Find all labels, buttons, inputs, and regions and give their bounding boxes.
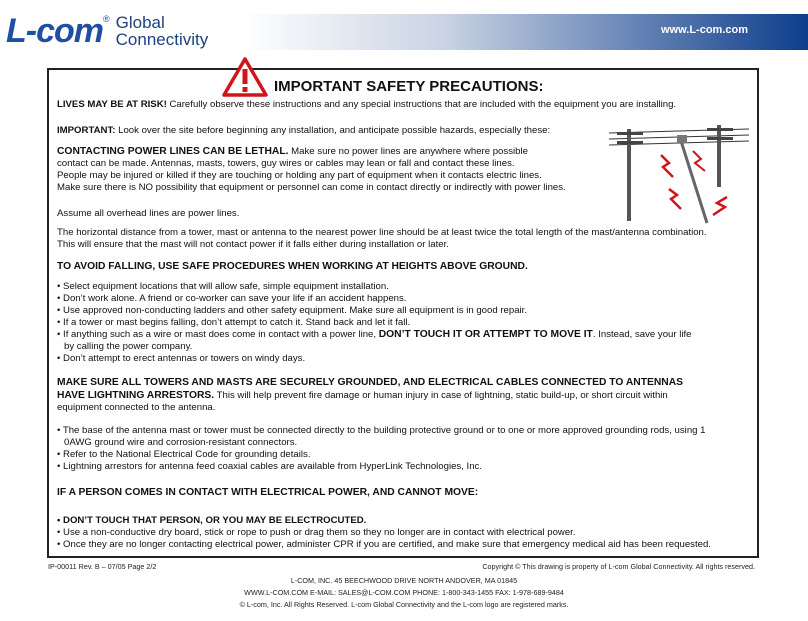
important-bold: IMPORTANT: — [57, 125, 116, 136]
grounded-heading2-text: This will help prevent fire damage or human injury in case of lightning, static build-up, or short circuit within — [214, 390, 668, 401]
company-address: L-COM, INC. 45 BEECHWOOD DRIVE NORTH ANDOVER, MA 01845 — [290, 576, 518, 585]
page-header — [0, 0, 808, 62]
registered-mark: ® — [103, 14, 110, 24]
grounded-heading2-bold: HAVE LIGHTNING ARRESTORS. — [57, 390, 215, 401]
falling-b5-tail: . Instead, save your life — [592, 329, 692, 340]
grounded-bullet-2: • Refer to the National Electrical Code for grounding details. — [57, 449, 311, 460]
document-id: IP-00011 Rev. B – 07/05 Page 2/2 — [48, 562, 157, 571]
power-lines-line4: Make sure there is NO possibility that equipment or personnel can come in contact directly or indirectly with power lines. — [57, 182, 566, 193]
assume-line: Assume all overhead lines are power lines. — [57, 208, 240, 219]
contact-bullet-1: • DON’T TOUCH THAT PERSON, OR YOU MAY BE ELECTROCUTED. — [57, 515, 367, 526]
logo-tagline — [116, 14, 209, 48]
lives-text: Carefully observe these instructions and any special instructions that are included with the equipment you are installing. — [166, 99, 677, 110]
contact-bullet-3: • Once they are no longer contacting electrical power, administer CPR if you are certified, and make sure that emergency medical aid has been requested. — [57, 539, 711, 550]
page-title: IMPORTANT SAFETY PRECAUTIONS: — [274, 78, 544, 95]
logo-wordmark: L-com — [6, 11, 103, 50]
grounded-bullet-3: • Lightning arrestors for antenna feed coaxial cables are available from HyperLink Technologies, Inc. — [57, 461, 483, 472]
falling-bullet-6: • Don’t attempt to erect antennas or towers on windy days. — [57, 353, 306, 364]
power-lines-line1 — [57, 146, 528, 158]
important-line — [57, 125, 550, 137]
power-line-illustration — [609, 119, 749, 225]
lives-bold: LIVES MAY BE AT RISK! — [57, 99, 167, 110]
falling-b5-text: • If anything such as a wire or mast does come in contact with a power line, — [57, 329, 379, 340]
grounded-bullet-1-cont: 0AWG ground wire and corrosion-resistant connectors. — [64, 437, 298, 448]
logo-tagline-connectivity: Connectivity — [115, 30, 209, 49]
grounded-heading-1: MAKE SURE ALL TOWERS AND MASTS ARE SECURELY GROUNDED, AND ELECTRICAL CABLES CONNECTED TO ANTENNAS — [57, 377, 684, 388]
power-lines-line3: People may be injured or killed if they are touching or holding any part of equipment when it contacts electric lines. — [57, 170, 542, 181]
drawing-copyright: Copyright © This drawing is property of L-com Global Connectivity. All rights reserved. — [482, 562, 755, 571]
falling-bullet-5 — [57, 329, 692, 341]
website-link[interactable]: www.L-com.com — [661, 24, 748, 36]
company-contact: WWW.L-COM.COM E-MAIL: SALES@L-COM.COM PHONE: 1-800-343-1455 FAX: 1-978-689-9484 — [244, 588, 564, 597]
grounded-heading-3: equipment connected to the antenna. — [57, 402, 216, 413]
rights-notice: © L-com, Inc. All Rights Reserved. L-com Global Connectivity and the L-com logo are registered marks. — [239, 600, 569, 609]
falling-bullet-5-cont: by calling the power company. — [64, 341, 193, 352]
power-lines-line2: contact can be made. Antennas, masts, towers, guy wires or cables may lean or fall and contact these lines. — [57, 158, 515, 169]
contact-heading: IF A PERSON COMES IN CONTACT WITH ELECTRICAL POWER, AND CANNOT MOVE: — [57, 487, 479, 498]
distance-line1: The horizontal distance from a tower, mast or antenna to the nearest power line should be at least twice the total length of the mast/antenna combination. — [57, 227, 707, 238]
falling-bullet-3: • Use approved non-conducting ladders and other safety equipment. Make sure all equipment is in good repair. — [57, 305, 528, 316]
warning-triangle-icon — [222, 57, 268, 97]
lcom-logo — [6, 8, 208, 54]
grounded-heading-2 — [57, 390, 668, 402]
logo-tagline-global: Global — [115, 13, 165, 32]
power-lines-text1: Make sure no power lines are anywhere where possible — [288, 146, 528, 157]
power-lines-heading: CONTACTING POWER LINES CAN BE LETHAL. — [57, 146, 289, 157]
contact-bullet-2: • Use a non-conductive dry board, stick or rope to push or drag them so they no longer are in contact with electrical power. — [57, 527, 576, 538]
important-text: Look over the site before beginning any installation, and anticipate possible hazards, especially these: — [115, 125, 551, 136]
falling-b5-bold: DON’T TOUCH IT OR ATTEMPT TO MOVE IT — [378, 329, 593, 340]
lives-at-risk-line — [57, 99, 676, 111]
falling-bullet-4: • If a tower or mast begins falling, don’t attempt to catch it. Stand back and let it fall. — [57, 317, 411, 328]
grounded-bullet-1: • The base of the antenna mast or tower must be connected directly to the building protective ground or to one or more approved grounding rods, using 1 — [57, 425, 706, 436]
distance-line2: This will ensure that the mast will not contact power if it falls either during installation or later. — [57, 239, 449, 250]
falling-bullet-2: • Don’t work alone. A friend or co-worker can save your life if an accident happens. — [57, 293, 407, 304]
falling-bullet-1: • Select equipment locations that will allow safe, simple equipment installation. — [57, 281, 389, 292]
falling-heading: TO AVOID FALLING, USE SAFE PROCEDURES WHEN WORKING AT HEIGHTS ABOVE GROUND. — [57, 261, 528, 272]
